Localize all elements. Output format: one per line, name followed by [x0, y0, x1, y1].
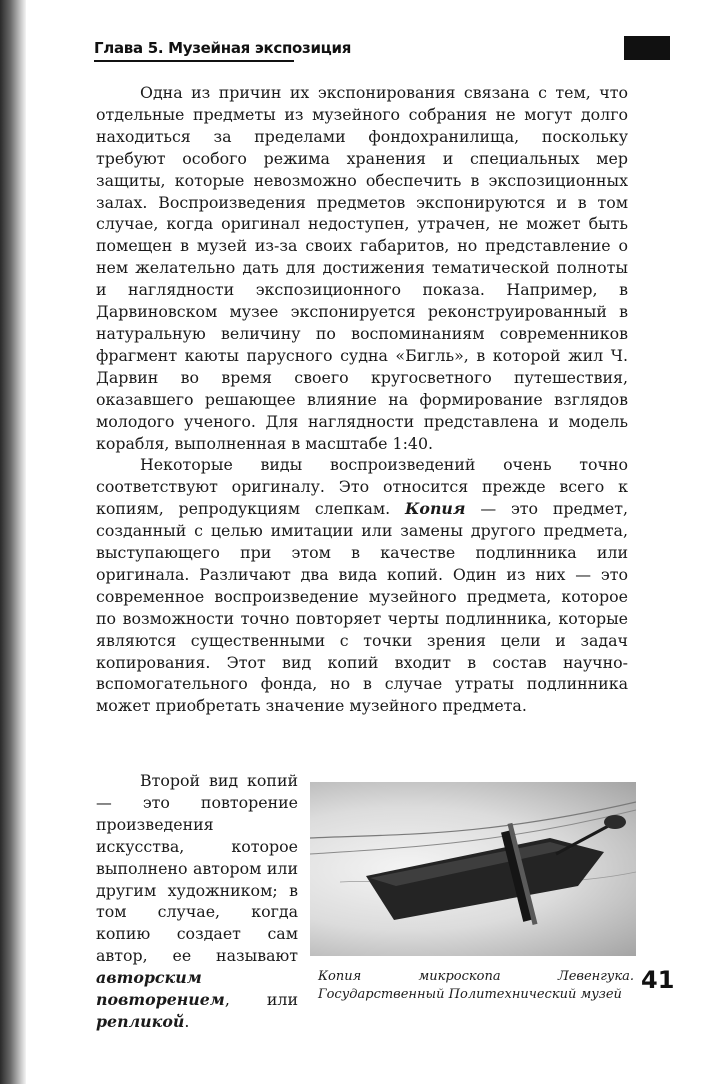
book-spine-shadow: [0, 0, 26, 1084]
term-replika: репликой: [96, 1011, 185, 1031]
paragraph-3-end: .: [184, 1011, 190, 1031]
paragraph-2: [96, 454, 628, 717]
figure-caption: Копия микроскопа Левенгука. Государственный Политехнический музей: [318, 969, 634, 1002]
paragraph-1: Одна из причин их экспонирования связана с тем, что отдельные предметы из музейного собрания не могут долго находиться за пределами фондохранилища, поскольку требуют особого режима хранения и специальных мер защиты, которые невозможно обеспечить в экспозиционных залах. Воспроизведения предметов экспонируются и в том случае, когда оригинал недоступен, утрачен, не может быть помещен в музей из-за своих габаритов, но представление о нем желательно дать для достижения тематической полноты и наглядности экспозиционного показа. Например, в Дарвиновском музее экспонируется реконструированный в натуральную величину по воспоминаниям современников фрагмент каюты парусного судна «Бигль», в которой жил Ч. Дарвин во время своего кругосветного путешествия, оказавшего решающее влияние на формирование взглядов молодого ученого. Для наглядности представлена и модель корабля, выполненная в масштабе 1:40.: [96, 83, 628, 453]
page-number: 41: [641, 966, 675, 994]
microscope-photo: [310, 782, 636, 956]
paragraph-2-start: Некоторые виды воспроизведений очень точно соответствуют оригиналу. Это относится прежде всего к копиям, репродукциям слепкам.: [96, 455, 628, 519]
chapter-title: Глава 5. Музейная экспозиция: [94, 39, 352, 57]
side-text-column: [96, 770, 298, 1033]
paragraph-2-rest: — это предмет, созданный с целью имитации или замены другого предмета, выступающего при этом в качестве подлинника или оригинала. Различают два вида копий. Один из них — это современное воспроизведение музейного предмета, которое по возможности точно повторяет черты подлинника, которые являются существенными с точки зрения цели и задач копирования. Этот вид копий входит в состав научно-вспомогательного фонда, но в случае утраты подлинника может приобретать значение музейного предмета.: [96, 499, 628, 716]
header-black-tab: [624, 36, 670, 60]
paragraph-3-start: Второй вид копий — это повторение произведения искусства, которое выполнено автором или другим художником; в том случае, когда копию создает сам автор, ее называют: [96, 771, 298, 966]
running-header: [94, 36, 670, 62]
term-kopiya: Копия: [405, 499, 466, 519]
paragraph-3: [96, 770, 298, 1033]
main-text-column: [96, 82, 628, 717]
header-underline: [94, 60, 294, 62]
paragraph-3-mid: , или: [224, 990, 298, 1010]
microscope-image: [310, 782, 636, 956]
term-avtorskoe-povtorenie: авторским повторением: [96, 968, 225, 1010]
